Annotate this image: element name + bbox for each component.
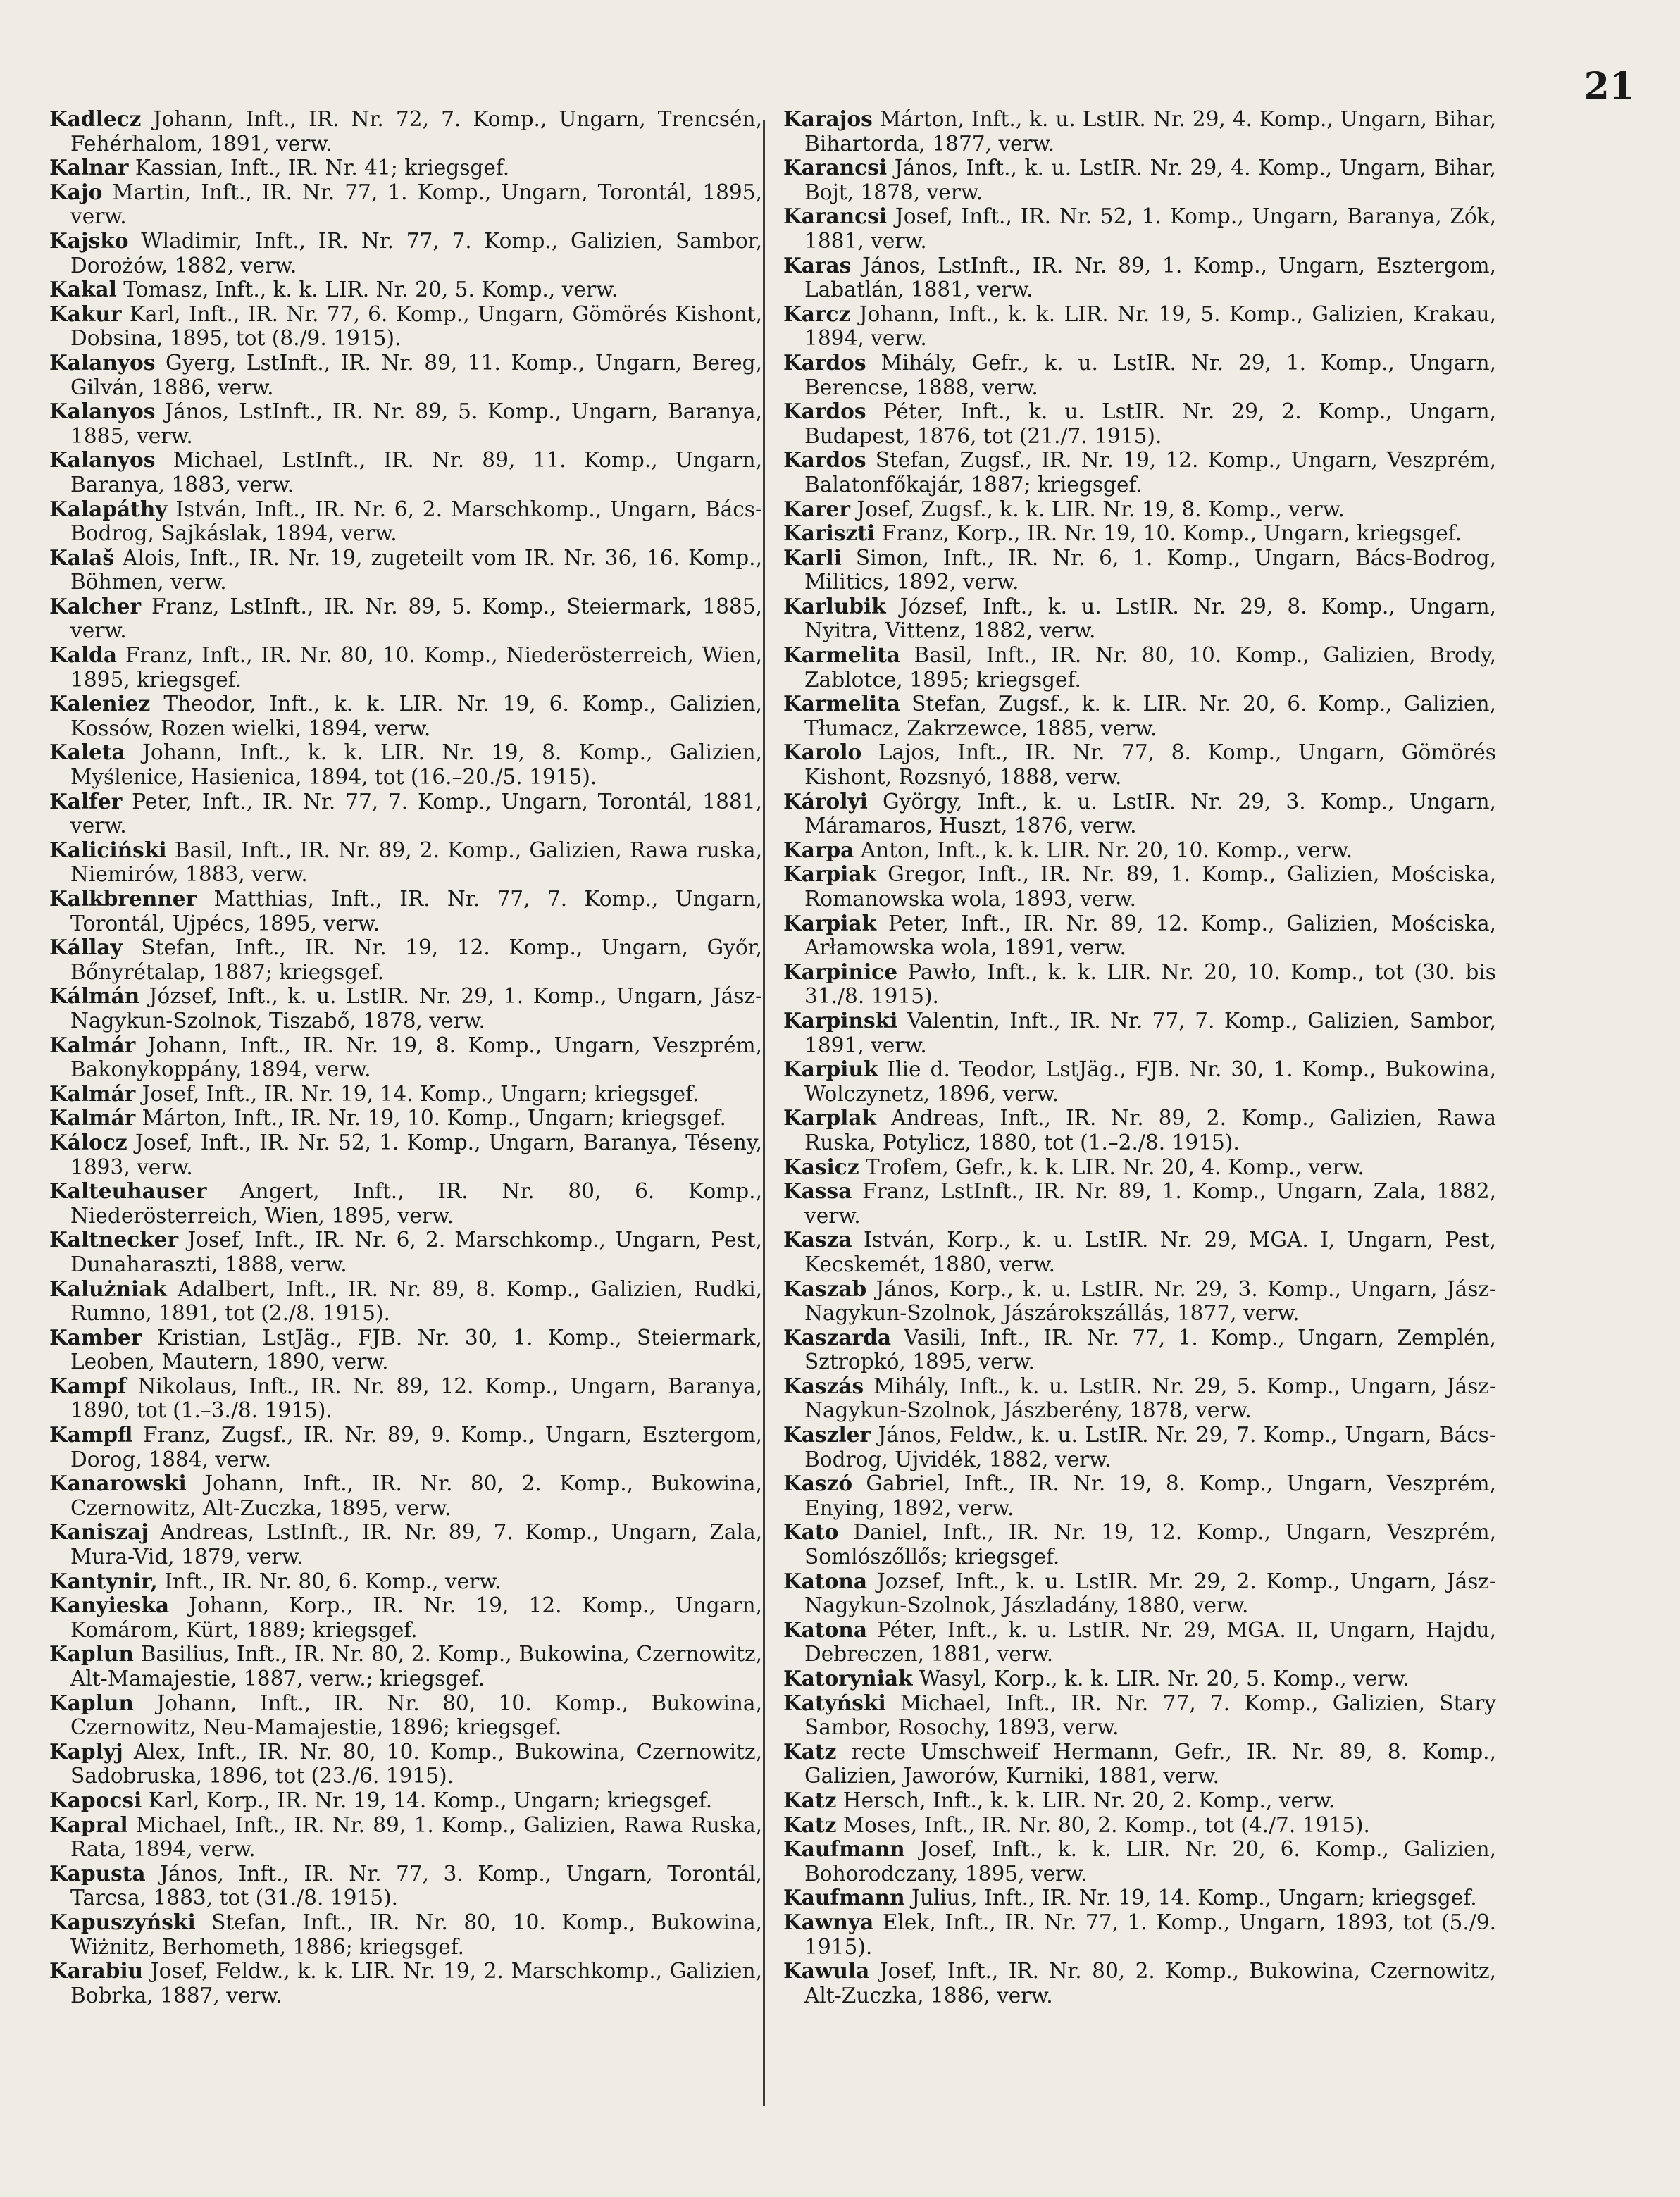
list-entry <box>49 351 762 399</box>
list-entry <box>783 107 1496 156</box>
entry-details: Johann, Korp., IR. Nr. 19, 12. Komp., Ungarn, Komárom, Kürt, 1889; kriegsgef. <box>70 1593 762 1642</box>
entry-details: Pawło, Inft., k. k. LIR. Nr. 20, 10. Komp., tot (30. bis 31./8. 1915). <box>804 959 1496 1009</box>
entry-details: Johann, Inft., IR. Nr. 72, 7. Komp., Ungarn, Trencsén, Fehérhalom, 1891, verw. <box>70 107 762 156</box>
list-entry <box>49 1813 762 1862</box>
list-entry <box>783 1837 1496 1886</box>
entry-surname: Kapocsi <box>49 1787 142 1812</box>
entry-surname: Kardos <box>783 349 866 375</box>
entry-surname: Kaszarda <box>783 1324 891 1350</box>
right-column <box>783 107 1496 2008</box>
entry-details: Wasyl, Korp., k. k. LIR. Nr. 20, 5. Komp., verw. <box>919 1667 1410 1691</box>
entry-details: Adalbert, Inft., IR. Nr. 89, 8. Komp., Galizien, Rudki, Rumno, 1891, tot (2./8. 1915). <box>70 1276 762 1326</box>
entry-details: Alois, Inft., IR. Nr. 19, zugeteilt vom IR. Nr. 36, 16. Komp., Böhmen, verw. <box>70 545 762 595</box>
left-column <box>49 107 762 2008</box>
list-entry <box>49 1471 762 1520</box>
entry-surname: Kaufmann <box>783 1836 905 1862</box>
list-entry <box>49 1520 762 1569</box>
entry-surname: Karpiak <box>783 910 877 935</box>
list-entry <box>49 1788 762 1813</box>
list-entry <box>783 546 1496 595</box>
list-entry <box>49 1593 762 1642</box>
entry-details: Michael, LstInft., IR. Nr. 89, 11. Komp., Ungarn, Baranya, 1883, verw. <box>70 448 762 497</box>
list-entry <box>783 1910 1496 1959</box>
entry-surname: Kasza <box>783 1227 852 1252</box>
entry-details: Stefan, Zugsf., k. k. LIR. Nr. 20, 6. Komp., Galizien, Tłumacz, Zakrzewce, 1885, verw. <box>804 692 1496 740</box>
entry-surname: Kaszab <box>783 1276 867 1301</box>
entry-surname: Kassa <box>783 1178 852 1204</box>
entry-details: Andreas, Inft., IR. Nr. 89, 2. Komp., Galizien, Rawa Ruska, Potylicz, 1880, tot (1.–2./8. 1915). <box>804 1106 1496 1154</box>
entry-details: Karl, Korp., IR. Nr. 19, 14. Komp., Ungarn; kriegsgef. <box>148 1788 713 1812</box>
list-entry <box>49 399 762 448</box>
list-entry <box>49 1910 762 1959</box>
list-entry <box>49 1082 762 1107</box>
entry-surname: Karer <box>783 496 850 521</box>
entry-details: Moses, Inft., IR. Nr. 80, 2. Komp., tot (4./7. 1915). <box>842 1812 1370 1837</box>
entry-details: Péter, Inft., k. u. LstIR. Nr. 29, 2. Komp., Ungarn, Budapest, 1876, tot (21./7. 1915). <box>804 399 1496 448</box>
list-entry <box>49 984 762 1033</box>
entry-details: Josef, Zugsf., k. k. LIR. Nr. 19, 8. Komp., verw. <box>857 497 1345 521</box>
list-entry <box>783 1740 1496 1788</box>
list-entry <box>49 1374 762 1423</box>
entry-details: Peter, Inft., IR. Nr. 77, 7. Komp., Ungarn, Torontál, 1881, verw. <box>70 789 762 838</box>
list-entry <box>783 838 1496 863</box>
entry-surname: Karlubik <box>783 593 886 618</box>
entry-surname: Kapuszyński <box>49 1909 196 1934</box>
entry-surname: Kaniszaj <box>49 1519 149 1545</box>
entry-details: Alex, Inft., IR. Nr. 80, 10. Komp., Bukowina, Czernowitz, Sadobruska, 1896, tot (23./6. 1915). <box>70 1739 762 1788</box>
entry-surname: Kardos <box>783 399 866 424</box>
entry-details: Kassian, Inft., IR. Nr. 41; kriegsgef. <box>135 156 510 180</box>
entry-details: János, Inft., IR. Nr. 77, 3. Komp., Ungarn, Torontál, Tarcsa, 1883, tot (31./8. 1915). <box>70 1861 762 1910</box>
entry-details: Péter, Inft., k. u. LstIR. Nr. 29, MGA. II, Ungarn, Hajdu, Debreczen, 1881, verw. <box>804 1617 1496 1667</box>
entry-details: Nikolaus, Inft., IR. Nr. 89, 12. Komp., Ungarn, Baranya, 1890, tot (1.–3./8. 1915). <box>70 1374 762 1423</box>
list-entry <box>783 1277 1496 1326</box>
list-entry <box>783 1959 1496 2008</box>
entry-details: Basil, Inft., IR. Nr. 80, 10. Komp., Galizien, Brody, Zablotce, 1895; kriegsgef. <box>804 643 1496 692</box>
list-entry <box>783 1009 1496 1057</box>
entry-surname: Kaszó <box>783 1471 853 1496</box>
entry-surname: Katoryniak <box>783 1666 913 1691</box>
entry-surname: Kajsko <box>49 228 129 253</box>
list-entry <box>49 1228 762 1276</box>
entry-surname: Károlyi <box>783 788 868 814</box>
list-entry <box>783 156 1496 204</box>
list-entry <box>49 1326 762 1374</box>
list-entry <box>49 229 762 278</box>
entry-details: Kristian, LstJäg., FJB. Nr. 30, 1. Komp., Steiermark, Leoben, Mautern, 1890, verw. <box>70 1325 762 1374</box>
entry-surname: Kaliciński <box>49 837 167 862</box>
list-entry <box>783 1106 1496 1154</box>
list-entry <box>49 1862 762 1910</box>
entry-details: József, Inft., k. u. LstIR. Nr. 29, 1. Komp., Ungarn, Jász-Nagykun-Szolnok, Tiszabő, 1878, verw. <box>70 984 762 1033</box>
entry-surname: Kalmár <box>49 1105 136 1131</box>
entry-details: János, Korp., k. u. LstIR. Nr. 29, 3. Komp., Ungarn, Jász-Nagykun-Szolnok, Jászárokszállás, 1877, verw. <box>804 1276 1496 1326</box>
entry-surname: Katona <box>783 1617 867 1642</box>
entry-details: Ilie d. Teodor, LstJäg., FJB. Nr. 30, 1. Komp., Bukowina, Wolczynetz, 1896, verw. <box>804 1057 1496 1106</box>
entry-surname: Kalapáthy <box>49 496 168 521</box>
entry-details: Daniel, Inft., IR. Nr. 19, 12. Komp., Ungarn, Veszprém, Somlószőllős; kriegsgef. <box>804 1520 1496 1569</box>
entry-details: János, LstInft., IR. Nr. 89, 5. Komp., Ungarn, Baranya, 1885, verw. <box>70 399 762 448</box>
entry-surname: Karli <box>783 544 842 570</box>
entry-surname: Kaplun <box>49 1690 134 1715</box>
entry-details: Wladimir, Inft., IR. Nr. 77, 7. Komp., Galizien, Sambor, Dorożów, 1882, verw. <box>70 228 762 278</box>
entry-surname: Kaplun <box>49 1641 134 1667</box>
entry-surname: Karpiuk <box>783 1057 878 1082</box>
entry-details: Martin, Inft., IR. Nr. 77, 1. Komp., Ungarn, Torontál, 1895, verw. <box>70 180 762 229</box>
entry-details: recte Umschweif Hermann, Gefr., IR. Nr. 89, 8. Komp., Galizien, Jaworów, Kurniki, 1881, verw. <box>804 1739 1496 1788</box>
entry-surname: Kaleniez <box>49 691 151 716</box>
entry-surname: Kalanyos <box>49 399 156 424</box>
list-entry <box>783 302 1496 351</box>
entry-surname: Karancsi <box>783 155 888 180</box>
entry-surname: Kawula <box>783 1958 870 1984</box>
entry-surname: Kálmán <box>49 983 140 1009</box>
entry-details: Johann, Inft., k. k. LIR. Nr. 19, 8. Komp., Galizien, Myślenice, Hasienica, 1894, tot (16.–20./5. 1915). <box>70 740 762 790</box>
page-number: 21 <box>1583 65 1635 108</box>
entry-details: Theodor, Inft., k. k. LIR. Nr. 19, 6. Komp., Galizien, Kossów, Rozen wielki, 1894, verw. <box>70 692 762 740</box>
entry-surname: Karolo <box>783 740 862 765</box>
list-entry <box>783 790 1496 838</box>
list-entry <box>49 1179 762 1228</box>
column-divider <box>763 120 765 2106</box>
entry-details: Michael, Inft., IR. Nr. 77, 7. Komp., Galizien, Stary Sambor, Rosochy, 1893, verw. <box>804 1691 1496 1740</box>
entry-details: Tomasz, Inft., k. k. LIR. Nr. 20, 5. Komp., verw. <box>123 278 618 302</box>
entry-details: Josef, Feldw., k. k. LIR. Nr. 19, 2. Marschkomp., Galizien, Bobrka, 1887, verw. <box>70 1959 762 2008</box>
list-entry <box>49 180 762 229</box>
entry-details: Josef, Inft., IR. Nr. 6, 2. Marschkomp., Ungarn, Pest, Dunaharaszti, 1888, verw. <box>70 1228 762 1276</box>
list-entry <box>783 1179 1496 1228</box>
list-entry <box>783 448 1496 497</box>
entry-surname: Kawnya <box>783 1909 874 1934</box>
list-entry <box>783 960 1496 1009</box>
list-entry <box>783 643 1496 692</box>
list-entry <box>49 1691 762 1740</box>
entry-surname: Kalnar <box>49 155 129 180</box>
entry-details: József, Inft., k. u. LstIR. Nr. 29, 8. Komp., Ungarn, Nyitra, Vittenz, 1882, verw. <box>804 594 1496 643</box>
entry-details: Márton, Inft., k. u. LstIR. Nr. 29, 4. Komp., Ungarn, Bihar, Bihartorda, 1877, verw. <box>804 107 1496 156</box>
entry-details: Vasili, Inft., IR. Nr. 77, 1. Komp., Ungarn, Zemplén, Sztropkó, 1895, verw. <box>804 1325 1496 1374</box>
entry-surname: Karas <box>783 252 852 278</box>
list-entry <box>49 278 762 302</box>
entry-surname: Kállay <box>49 935 123 960</box>
entry-surname: Kalfer <box>49 788 123 814</box>
entry-details: Julius, Inft., IR. Nr. 19, 14. Komp., Ungarn; kriegsgef. <box>911 1886 1477 1910</box>
entry-surname: Karpa <box>783 837 854 862</box>
entry-details: Gregor, Inft., IR. Nr. 89, 1. Komp., Galizien, Mościska, Romanowska wola, 1893, verw. <box>804 862 1496 911</box>
entry-details: Johann, Inft., IR. Nr. 80, 2. Komp., Bukowina, Czernowitz, Alt-Zuczka, 1895, verw. <box>70 1471 762 1520</box>
entry-surname: Kalda <box>49 642 118 668</box>
entry-surname: Karcz <box>783 301 851 326</box>
list-entry <box>783 351 1496 399</box>
list-entry <box>783 497 1496 522</box>
list-entry <box>783 1423 1496 1471</box>
entry-details: Valentin, Inft., IR. Nr. 77, 7. Komp., Galizien, Sambor, 1891, verw. <box>804 1008 1496 1057</box>
entry-details: György, Inft., k. u. LstIR. Nr. 29, 3. Komp., Ungarn, Máramaros, Huszt, 1876, verw. <box>804 789 1496 838</box>
entry-details: Basil, Inft., IR. Nr. 89, 2. Komp., Galizien, Rawa ruska, Niemirów, 1883, verw. <box>70 838 762 887</box>
entry-surname: Kato <box>783 1519 839 1545</box>
entry-details: János, Feldw., k. u. LstIR. Nr. 29, 7. Komp., Ungarn, Bács-Bodrog, Ujvidék, 1882, verw. <box>804 1423 1496 1471</box>
list-entry <box>49 546 762 595</box>
list-entry <box>49 1642 762 1691</box>
list-entry <box>783 1813 1496 1838</box>
list-entry <box>783 1471 1496 1520</box>
list-entry <box>783 1374 1496 1423</box>
entry-details: Franz, LstInft., IR. Nr. 89, 5. Komp., Steiermark, 1885, verw. <box>70 594 762 643</box>
entry-details: Inft., IR. Nr. 80, 6. Komp., verw. <box>164 1569 502 1593</box>
list-entry <box>49 448 762 497</box>
entry-details: Jozsef, Inft., k. u. LstIR. Mr. 29, 2. Komp., Ungarn, Jász-Nagykun-Szolnok, Jászladány, 1880, verw. <box>804 1569 1496 1618</box>
list-entry <box>783 254 1496 302</box>
entry-surname: Karplak <box>783 1105 877 1131</box>
entry-details: Josef, Inft., IR. Nr. 52, 1. Komp., Ungarn, Baranya, Téseny, 1893, verw. <box>70 1130 762 1179</box>
list-entry <box>49 595 762 643</box>
entry-surname: Kamber <box>49 1324 142 1350</box>
entry-details: Peter, Inft., IR. Nr. 89, 12. Komp., Galizien, Mościska, Arłamowska wola, 1891, verw. <box>804 911 1496 960</box>
entry-surname: Katz <box>783 1787 837 1812</box>
list-entry <box>783 1618 1496 1667</box>
entry-surname: Kampfl <box>49 1422 133 1448</box>
list-entry <box>783 1691 1496 1740</box>
entry-surname: Kariszti <box>783 521 876 546</box>
entry-details: Trofem, Gefr., k. k. LIR. Nr. 20, 4. Komp., verw. <box>866 1154 1364 1179</box>
list-entry <box>49 1106 762 1131</box>
entry-surname: Kampf <box>49 1373 127 1398</box>
entry-surname: Kanarowski <box>49 1471 187 1496</box>
entry-details: Karl, Inft., IR. Nr. 77, 6. Komp., Ungarn, Gömörés Kishont, Dobsina, 1895, tot (8./9. 1915). <box>70 301 762 351</box>
entry-surname: Katz <box>783 1812 837 1837</box>
list-entry <box>49 838 762 887</box>
entry-details: Stefan, Inft., IR. Nr. 80, 10. Komp., Bukowina, Wiżnitz, Berhometh, 1886; kriegsgef. <box>70 1910 762 1959</box>
entry-surname: Karajos <box>783 106 873 131</box>
list-entry <box>49 740 762 789</box>
entry-details: Elek, Inft., IR. Nr. 77, 1. Komp., Ungarn, 1893, tot (5./9. 1915). <box>804 1910 1496 1959</box>
entry-surname: Katyński <box>783 1690 886 1715</box>
entry-details: Josef, Inft., IR. Nr. 19, 14. Komp., Ungarn; kriegsgef. <box>142 1081 699 1106</box>
entry-details: Anton, Inft., k. k. LIR. Nr. 20, 10. Komp., verw. <box>860 838 1353 862</box>
entry-surname: Kaszás <box>783 1373 864 1398</box>
entry-surname: Karpinski <box>783 1007 898 1033</box>
entry-surname: Karabiu <box>49 1958 144 1984</box>
entry-surname: Kapral <box>49 1812 128 1837</box>
entry-surname: Kalanyos <box>49 349 156 375</box>
entry-details: Angert, Inft., IR. Nr. 80, 6. Komp., Niederösterreich, Wien, 1895, verw. <box>70 1179 762 1228</box>
entry-details: Hersch, Inft., k. k. LIR. Nr. 20, 2. Komp., verw. <box>842 1788 1336 1812</box>
list-entry <box>783 204 1496 253</box>
entry-surname: Kalaš <box>49 544 114 570</box>
list-entry <box>49 692 762 740</box>
entry-details: Josef, Inft., IR. Nr. 52, 1. Komp., Ungarn, Baranya, Zók, 1881, verw. <box>804 204 1496 253</box>
list-entry <box>49 643 762 692</box>
entry-surname: Kalanyos <box>49 447 156 473</box>
list-entry <box>49 1423 762 1471</box>
list-entry <box>49 1959 762 2008</box>
list-entry <box>783 521 1496 546</box>
entry-details: Johann, Inft., IR. Nr. 80, 10. Komp., Bukowina, Czernowitz, Neu-Mamajestie, 1896; kriegsgef. <box>70 1691 762 1740</box>
list-entry <box>783 399 1496 448</box>
list-entry <box>49 1033 762 1082</box>
entry-surname: Kaleta <box>49 740 125 765</box>
entry-surname: Kasicz <box>783 1154 859 1179</box>
entry-surname: Karpiak <box>783 861 877 887</box>
entry-details: Franz, LstInft., IR. Nr. 89, 1. Komp., Ungarn, Zala, 1882, verw. <box>804 1179 1496 1228</box>
entry-details: Franz, Korp., IR. Nr. 19, 10. Komp., Ungarn, kriegsgef. <box>881 521 1462 546</box>
list-entry <box>783 1569 1496 1618</box>
list-entry <box>49 1277 762 1326</box>
list-entry <box>783 740 1496 789</box>
entry-details: Franz, Inft., IR. Nr. 80, 10. Komp., Niederösterreich, Wien, 1895, kriegsgef. <box>70 643 762 692</box>
entry-surname: Karmelita <box>783 642 900 668</box>
entry-details: Gabriel, Inft., IR. Nr. 19, 8. Komp., Ungarn, Veszprém, Enying, 1892, verw. <box>804 1471 1496 1520</box>
entry-surname: Katz <box>783 1738 837 1764</box>
entry-details: Stefan, Inft., IR. Nr. 19, 12. Komp., Ungarn, Győr, Bőnyrétalap, 1887; kriegsgef. <box>70 935 762 984</box>
entry-surname: Kakur <box>49 301 122 326</box>
list-entry <box>783 862 1496 911</box>
entry-surname: Kalcher <box>49 593 142 618</box>
entry-details: Josef, Inft., k. k. LIR. Nr. 20, 6. Komp., Galizien, Bohorodczany, 1895, verw. <box>804 1837 1496 1886</box>
entry-surname: Kakal <box>49 277 117 302</box>
list-entry <box>783 1155 1496 1180</box>
entry-details: Stefan, Zugsf., IR. Nr. 19, 12. Komp., Ungarn, Veszprém, Balatonfőkajár, 1887; kriegsgef. <box>804 448 1496 497</box>
entry-surname: Karmelita <box>783 691 900 716</box>
entry-surname: Kapusta <box>49 1860 146 1886</box>
entry-details: Johann, Inft., k. k. LIR. Nr. 19, 5. Komp., Galizien, Krakau, 1894, verw. <box>804 301 1496 351</box>
entry-details: Basilius, Inft., IR. Nr. 80, 2. Komp., Bukowina, Czernowitz, Alt-Mamajestie, 1887, verw.; kriegsgef. <box>70 1642 762 1691</box>
list-entry <box>49 107 762 156</box>
entry-details: Gyerg, LstInft., IR. Nr. 89, 11. Komp., Ungarn, Bereg, Gilván, 1886, verw. <box>70 350 762 399</box>
entry-details: Andreas, LstInft., IR. Nr. 89, 7. Komp., Ungarn, Zala, Mura-Vid, 1879, verw. <box>70 1520 762 1569</box>
entry-details: János, LstInft., IR. Nr. 89, 1. Komp., Ungarn, Esztergom, Labatlán, 1881, verw. <box>804 253 1496 302</box>
list-entry <box>49 1569 762 1594</box>
entry-details: István, Korp., k. u. LstIR. Nr. 29, MGA. I, Ungarn, Pest, Kecskemét, 1880, verw. <box>804 1228 1496 1276</box>
list-entry <box>783 1520 1496 1569</box>
list-entry <box>49 1131 762 1179</box>
list-entry <box>783 1886 1496 1910</box>
entry-surname: Kanyieska <box>49 1593 170 1618</box>
entry-details: Johann, Inft., IR. Nr. 19, 8. Komp., Ungarn, Veszprém, Bakonykoppány, 1894, verw. <box>70 1033 762 1082</box>
entry-details: Márton, Inft., IR. Nr. 19, 10. Komp., Ungarn; kriegsgef. <box>142 1106 726 1131</box>
entry-surname: Kálocz <box>49 1129 127 1154</box>
entry-details: István, Inft., IR. Nr. 6, 2. Marschkomp., Ungarn, Bács-Bodrog, Sajkáslak, 1894, verw. <box>70 497 762 546</box>
entry-surname: Kalteuhauser <box>49 1178 207 1204</box>
list-entry <box>783 1326 1496 1374</box>
entry-details: János, Inft., k. u. LstIR. Nr. 29, 4. Komp., Ungarn, Bihar, Bojt, 1878, verw. <box>804 156 1496 204</box>
entry-surname: Kajo <box>49 179 103 204</box>
entry-surname: Kaufmann <box>783 1885 905 1910</box>
list-entry <box>783 595 1496 643</box>
entry-surname: Kadlecz <box>49 106 142 131</box>
entry-surname: Kalmár <box>49 1032 136 1057</box>
entry-surname: Kaplyj <box>49 1738 123 1764</box>
entry-surname: Karancsi <box>783 204 888 229</box>
entry-details: Franz, Zugsf., IR. Nr. 89, 9. Komp., Ungarn, Esztergom, Dorog, 1884, verw. <box>70 1423 762 1471</box>
list-entry <box>783 1788 1496 1813</box>
entry-details: Simon, Inft., IR. Nr. 6, 1. Komp., Ungarn, Bács-Bodrog, Militics, 1892, verw. <box>804 545 1496 595</box>
list-entry <box>783 692 1496 740</box>
list-entry <box>783 911 1496 960</box>
entry-surname: Kalmár <box>49 1081 136 1106</box>
entry-details: Mihály, Inft., k. u. LstIR. Nr. 29, 5. Komp., Ungarn, Jász-Nagykun-Szolnok, Jászberény, 1878, verw. <box>804 1374 1496 1423</box>
entry-details: Mihály, Gefr., k. u. LstIR. Nr. 29, 1. Komp., Ungarn, Berencse, 1888, verw. <box>804 350 1496 399</box>
list-entry <box>49 935 762 984</box>
list-entry <box>49 1740 762 1788</box>
entry-details: Lajos, Inft., IR. Nr. 77, 8. Komp., Ungarn, Gömörés Kishont, Rozsnyó, 1888, verw. <box>804 740 1496 790</box>
entry-surname: Kalużniak <box>49 1276 167 1301</box>
entry-details: Michael, Inft., IR. Nr. 89, 1. Komp., Galizien, Rawa Ruska, Rata, 1894, verw. <box>70 1812 762 1862</box>
list-entry <box>783 1667 1496 1691</box>
entry-surname: Kalkbrenner <box>49 886 197 911</box>
list-entry <box>49 887 762 935</box>
entry-details: Matthias, Inft., IR. Nr. 77, 7. Komp., Ungarn, Torontál, Ujpécs, 1895, verw. <box>70 887 762 935</box>
list-entry <box>49 790 762 838</box>
list-entry <box>49 497 762 546</box>
entry-surname: Kaszler <box>783 1422 871 1448</box>
entry-surname: Karpinice <box>783 959 898 984</box>
entry-surname: Katona <box>783 1568 867 1593</box>
list-entry <box>49 302 762 351</box>
entry-surname: Kaltnecker <box>49 1227 179 1252</box>
entry-surname: Kantynir, <box>49 1568 158 1593</box>
list-entry <box>783 1228 1496 1276</box>
list-entry <box>783 1057 1496 1106</box>
entry-details: Josef, Inft., IR. Nr. 80, 2. Komp., Bukowina, Czernowitz, Alt-Zuczka, 1886, verw. <box>804 1959 1496 2008</box>
entry-surname: Kardos <box>783 447 866 473</box>
list-entry <box>49 156 762 180</box>
